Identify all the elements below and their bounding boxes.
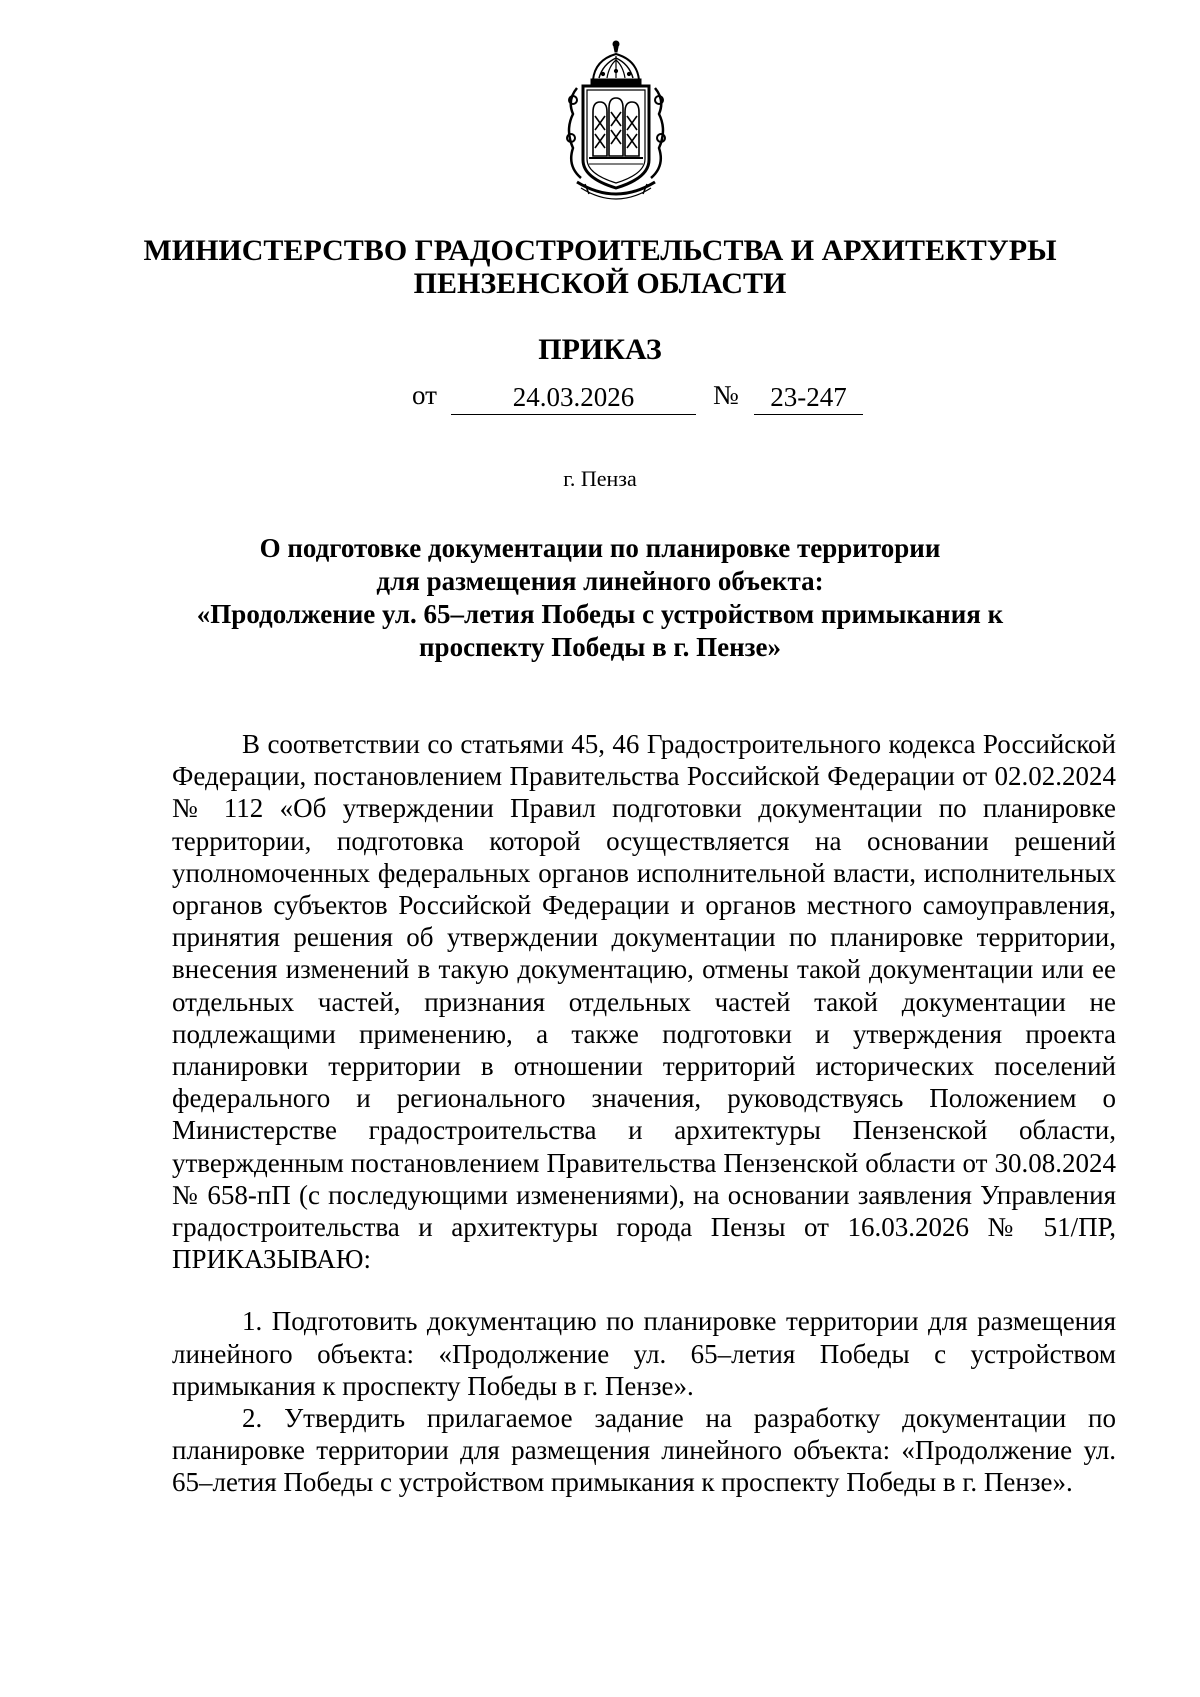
city: г. Пенза [563,466,637,491]
subject-line-2: для размещения линейного объекта: [376,566,824,596]
order-date: 24.03.2026 [451,380,696,415]
ministry-line-1: МИНИСТЕРСТВО ГРАДОСТРОИТЕЛЬСТВА И АРХИТЕКТУРЫ [143,234,1057,267]
subject-line-1: О подготовке документации по планировке территории [259,533,941,563]
ministry-name [100,234,1100,300]
date-label: от [412,380,437,410]
coat-of-arms-icon [559,38,673,200]
subject-line-3: «Продолжение ул. 65–летия Победы с устройством примыкания к [196,599,1004,629]
preamble-paragraph: В соответствии со статьями 45, 46 Градостроительного кодекса Российской Федерации, постановлением Правительства Российской Федерации от 02.02.2024 № 112 «Об утверждении Правил подготовки документации по планировке территории, подготовка которой осуществляется на основании решений уполномоченных федеральных органов исполнительной власти, исполнительных органов субъектов Российской Федерации и органов местного самоуправления, принятия решения об утверждении документации по планировке территории, внесения изменений в такую документацию, отмены такой документации или ее отдельных частей, признания отдельных частей такой документации не подлежащими применению, а также подготовки и утверждения проекта планировки территории в отношении территорий исторических поселений федерального и регионального значения, руководствуясь Положением о Министерстве градостроительства и архитектуры Пензенской области, утвержденным постановлением Правительства Пензенской области от 30.08.2024 № 658-пП (с последующими изменениями), на основании заявления Управления градостроительства и архитектуры города Пензы от 16.03.2026 № 51/ПР, ПРИКАЗЫВАЮ: [172,729,1116,1275]
document-type: ПРИКАЗ [538,333,662,366]
order-item-2: 2. Утвердить прилагаемое задание на разработку документации по планировке территории для размещения линейного объекта: «Продолжение ул. 65–летия Победы с устройством примыкания к проспекту Победы в г. Пензе». [172,1403,1116,1498]
document-body [172,728,1116,1499]
order-item-1: 1. Подготовить документацию по планировке территории для размещения линейного объекта: «Продолжение ул. 65–летия Победы с устройством примыкания к проспекту Победы в г. Пензе». [172,1306,1116,1401]
order-date-number [100,380,1100,420]
subject-line-4: проспекту Победы в г. Пензе» [419,632,781,662]
order-number: 23-247 [754,380,863,415]
order-subject [120,532,1080,664]
number-label: № [713,380,739,410]
ministry-line-2: ПЕНЗЕНСКОЙ ОБЛАСТИ [413,267,787,300]
